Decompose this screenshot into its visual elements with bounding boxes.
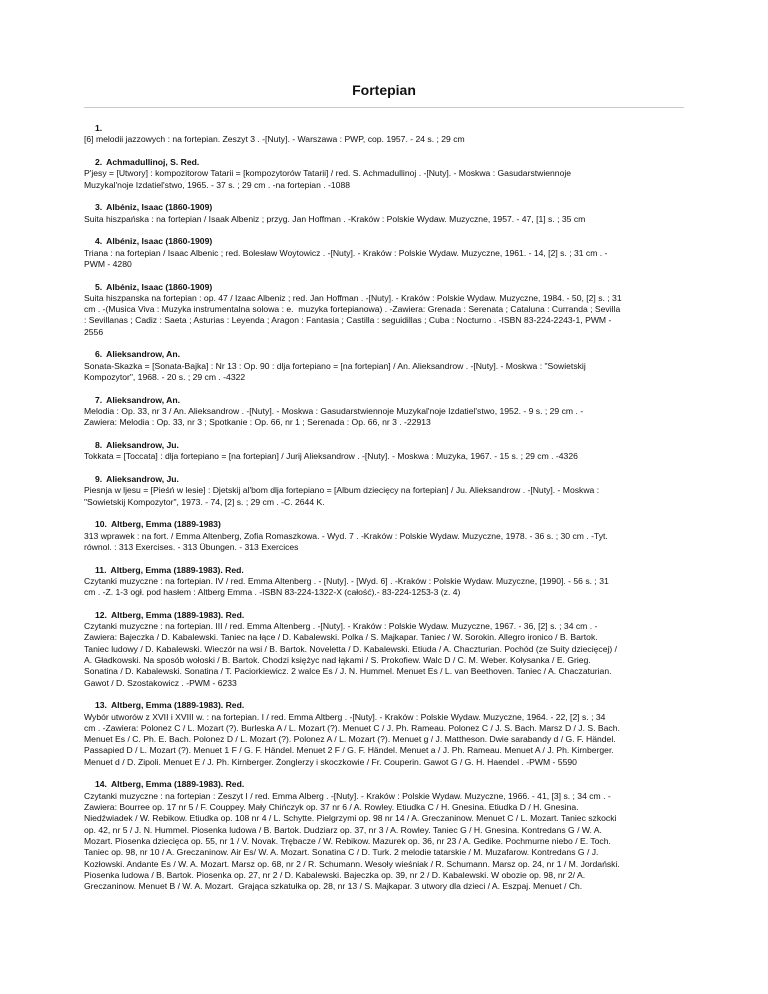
entry-heading — [84, 349, 688, 360]
entry-heading — [84, 395, 688, 406]
catalog-entry — [84, 282, 688, 338]
entry-author: Albéniz, Isaac (1860-1909) — [106, 281, 213, 292]
catalog-entry — [84, 157, 688, 191]
entry-number: 4. — [95, 236, 103, 247]
entry-heading — [84, 565, 688, 576]
entry-heading — [84, 440, 688, 451]
catalog-entry — [84, 700, 688, 768]
catalog-entry — [84, 395, 688, 429]
entry-description: Czytanki muzyczne : na fortepian. III / red. Emma Altenberg . -[Nuty]. - Kraków : Polskie Wydaw. Muzyczne, 1967. - 36, [2] s. ; 34 cm . - Zawiera: Bajeczka / D. Kabalewski. Taniec na łące / D. Kabalewski. Polka / S. Majkapar. Taniec / W. Sorokin. Allegro ironico / B. Bartok. Taniec ludowy / D. Kabalewski. Wieczór na wsi / B. Bartok. Noveletta / D. Kabalewski. Etiuda / A. Chaczturian. Pochód (ze Suity dziecięcej) / A. Gładkowski. Na sposób wołoski / B. Bartok. Chodzi księżyc nad łąkami / S. Prokofiew. Walc D / C. M. Weber. Kołysanka / E. Grieg. Sonatina / D. Kabalewski. Sonatina / T. Paciorkiewicz. 2 walce Es / J. N. Hummel. Menuet Es / L. van Beethoven. Taniec / A. Chaczaturian. Gawot / D. Szostakowicz . -PWM - 6233 — [84, 621, 618, 688]
entry-description: Wybór utworów z XVII i XVIII w. : na fortepian. I / red. Emma Altberg . -[Nuty]. - Kraków : Polskie Wydaw. Muzyczne, 1964. - 22, [2] s. ; 34 cm . -Zawiera: Polonez C / L. Mozart (?). Burleska A / L. Mozart (?). Menuet C / J. Ph. Rameau. Polonez C / J. S. Bach. Marsz D / J. S. Bach. Menuet Es / C. Ph. E. Bach. Polonez D / L. Mozart (?). Polonez A / L. Mozart (?). Menuet g / J. Mattheson. Dwie sarabandy d / G. F. Händel. Passapied D / L. Mozart (?). Menuet 1 F / G. F. Händel. Menuet 2 F / G. F. Händel. Menuet a / J. Ph. Rameau. Menuet A / J. Ph. Kirnberger. Menuet d / D. Zipoli. Menuet E / J. Ph. Kirnberger. Żonglerzy i skoczkowie / Fr. Couperin. Gawot G / G. H. Haendel . -PWM - 5590 — [84, 711, 620, 767]
entry-author: Albéniz, Isaac (1860-1909) — [106, 202, 213, 213]
catalog-entry — [84, 474, 688, 508]
entry-heading — [84, 157, 688, 168]
entry-description: Melodia : Op. 33, nr 3 / An. Alieksandrow . -[Nuty]. - Moskwa : Gasudarstwiennoje Muzykal'noje Izdatiel'stwo, 1952. - 9 s. ; 29 cm . - Zawiera: Melodia : Op. 33, nr 3 ; Spotkanie : Op. 66, nr 1 ; Serenada : Op. 66, nr 3 . -22913 — [84, 405, 584, 428]
entry-heading — [84, 519, 688, 530]
entry-number: 12. — [95, 609, 107, 620]
entry-list — [84, 123, 688, 904]
title-divider — [84, 107, 684, 108]
entry-description: P'jesy = [Utwory] : kompozitorow Tatarii = [kompozytorów Tatarii] / red. S. Achmadullinoj . -[Nuty]. - Moskwa : Gasudarstwiennoje Muzykal'noje Izdatiel'stwo, 1965. - 37 s. ; 29 cm . -na fortepian . -1088 — [84, 168, 572, 190]
entry-description: [6] melodii jazzowych : na fortepian. Zeszyt 3 . -[Nuty]. - Warszawa : PWP, cop. 1957. - 24 s. ; 29 cm — [84, 134, 465, 145]
entry-number: 6. — [95, 349, 103, 360]
entry-author: Albéniz, Isaac (1860-1909) — [106, 236, 213, 247]
page-title: Fortepian — [352, 82, 416, 98]
entry-heading — [84, 123, 688, 134]
entry-author: Altberg, Emma (1889-1983) — [110, 519, 221, 530]
entry-number: 1. — [95, 123, 103, 133]
entry-heading — [84, 282, 688, 293]
entry-description: Czytanki muzyczne : na fortepian. IV / red. Emma Altenberg . - [Nuty]. - [Wyd. 6] . -Kraków : Polskie Wydaw. Muzyczne, [1990]. - 56 s. ; 31 cm . -Z. 1-3 ogł. pod hasłem : Altberg Emma . -ISBN 83-224-1322-X (całość).- 83-224-1253-3 (z. 4) — [84, 575, 609, 598]
entry-heading — [84, 700, 688, 711]
entry-author: Altberg, Emma (1889-1983). Red. — [110, 564, 244, 575]
entry-author: Alieksandrow, Ju. — [106, 439, 179, 450]
entry-number: 5. — [95, 281, 103, 292]
entry-description: Sonata-Skazka = [Sonata-Bajka] : Nr 13 : Op. 90 : dlja fortepiano = [na fortepian] / An. Alieksandrow . -[Nuty]. - Moskwa : "Sowietskij Kompozytor", 1968. - 20 s. ; 29 cm . -4322 — [84, 360, 586, 382]
entry-number: 8. — [95, 439, 103, 450]
entry-author: Altberg, Emma (1889-1983). Red. — [110, 609, 245, 620]
entry-description: Triana : na fortepian / Isaac Albenic ; red. Bolesław Woytowicz . -[Nuty]. - Kraków : Polskie Wydaw. Muzyczne, 1961. - 14, [2] s. ; 31 cm . - PWM - 4280 — [84, 247, 608, 269]
catalog-entry — [84, 779, 688, 892]
entry-number: 2. — [95, 156, 103, 167]
entry-description: Suita hiszpańska : na fortepian / Isaak Albeniz ; przyg. Jan Hoffman . -Kraków : Polskie Wydaw. Muzyczne, 1957. - 47, [1] s. ; 35 cm — [84, 213, 586, 224]
entry-number: 3. — [95, 202, 103, 213]
entry-author: Alieksandrow, Ju. — [106, 473, 179, 484]
catalog-entry — [84, 123, 688, 146]
entry-description: Suita hiszpanska na fortepian : op. 47 / Izaac Albeniz ; red. Jan Hoffman . -[Nuty]. - Kraków : Polskie Wydaw. Muzyczne, 1984. - 50, [2] s. ; 31 cm . -(Musica Viva : Muzyka instrumentalna solowa : e. muzyka fortepianowa) . -Zawiera: Grenada : Serenata ; Cataluna : Curranda ; Sevilla : Sevillanas ; Cadiz : Saeta ; Asturias : Leyenda ; Aragon : Fantasia ; Castilla : seguidillas ; Cuba : Nocturno . -ISBN 83-224-2243-1, PWM - 2556 — [84, 292, 622, 337]
entry-author: Alieksandrow, An. — [106, 349, 181, 360]
entry-number: 11. — [95, 564, 107, 575]
catalog-entry — [84, 349, 688, 383]
entry-number: 7. — [95, 394, 103, 405]
entry-heading — [84, 474, 688, 485]
entry-author: Alieksandrow, An. — [106, 394, 181, 405]
catalog-entry — [84, 236, 688, 270]
catalog-entry — [84, 202, 688, 225]
entry-description: Tokkata = [Toccata] : dlja fortepiano = [na fortepian] / Jurij Alieksandrow . -[Nuty]. - Moskwa : Muzyka, 1967. - 15 s. ; 29 cm . -4326 — [84, 451, 578, 462]
entry-number: 10. — [95, 519, 107, 530]
catalog-entry — [84, 565, 688, 599]
entry-number: 9. — [95, 473, 103, 484]
entry-heading — [84, 610, 688, 621]
entry-description: 313 wprawek : na fort. / Emma Altenberg, Zofia Romaszkowa. - Wyd. 7 . -Kraków : Polskie Wydaw. Muzyczne, 1978. - 36 s. ; 30 cm . -Tyt. równol. : 313 Exercises. - 313 Übungen. - 313 Exercices — [84, 530, 608, 552]
entry-author: Achmadullinoj, S. Red. — [106, 156, 200, 167]
entry-heading — [84, 202, 688, 213]
catalog-entry — [84, 610, 688, 689]
entry-description: Piesnja w ljesu = [Pieśń w lesie] : Djetskij al'bom dlja fortepiano = [Album dziecięcy na fortepian] / Ju. Alieksandrow . -[Nuty]. - Moskwa : "Sowietskij Kompozytor", 1973. - 74, [2] s. ; 29 cm . -C. 2644 K. — [84, 485, 600, 507]
entry-author: Altberg, Emma (1889-1983). Red. — [110, 779, 245, 790]
entry-number: 13. — [95, 700, 107, 711]
entry-author: Altberg, Emma (1889-1983). Red. — [110, 700, 245, 711]
entry-description: Czytanki muzyczne : na fortepian : Zeszyt I / red. Emma Alberg . -[Nuty]. - Kraków : Polskie Wydaw. Muzyczne, 1966. - 41, [3] s. ; 34 cm . - Zawiera: Bourree op. 17 nr 5 / F. Couppey. Mały Chińczyk op. 37 nr 6 / A. Rowley. Etiudka C / H. Gnesina. Etiudka D / H. Gnesina. Niedźwiadek / W. Rebikow. Etiudka op. 108 nr 4 / L. Schytte. Pielgrzymi op. 98 nr 14 / A. Greczaninow. Menuet C / L. Mozart. Taniec szkocki op. 42, nr 5 / J. N. Hummel. Piosenka ludowa / B. Bartok. Dudziarz op. 37, nr 3 / A. Rowley. Taniec G / H. Gnesina. Kontredans G / W. A. Mozart. Piosenka dziecięca op. 55, nr 1 / V. Novak. Trębacze / W. Rebikow. Mazurek op. 36, nr 23 / A. Gedike. Pochmurne niebo / E. Toch. Taniec op. 98, nr 10 / A. Greczaninow. Air Es/ W. A. Mozart. Sonatina C / D. Turk. 2 melodie tatarskie / M. Muzafarow. Kontredans G / J. Kozłowski. Andante Es / W. A. Mozart. Marsz op. 68, nr 2 / R. Schumann. Wesoły wieśniak / R. Schumann. Marsz op. 24, nr 1 / M. Jordański. Piosenka ludowa / B. Bartok. Piosenka op. 27, nr 2 / D. Kabalewski. Bajeczka op. 39, nr 2 / D. Kabalewski. W obozie op. 98, nr 2/ A. Greczaninow. Menuet B / W. A. Mozart. Grająca szkatułka op. 28, nr 13 / S. Majkapar. 3 utwory dla dzieci / A. Eszpaj. Menuet / Ch. — [84, 790, 620, 892]
entry-heading — [84, 236, 688, 247]
entry-number: 14. — [95, 779, 107, 790]
catalog-entry — [84, 440, 688, 463]
entry-heading — [84, 779, 688, 790]
catalog-entry — [84, 519, 688, 553]
